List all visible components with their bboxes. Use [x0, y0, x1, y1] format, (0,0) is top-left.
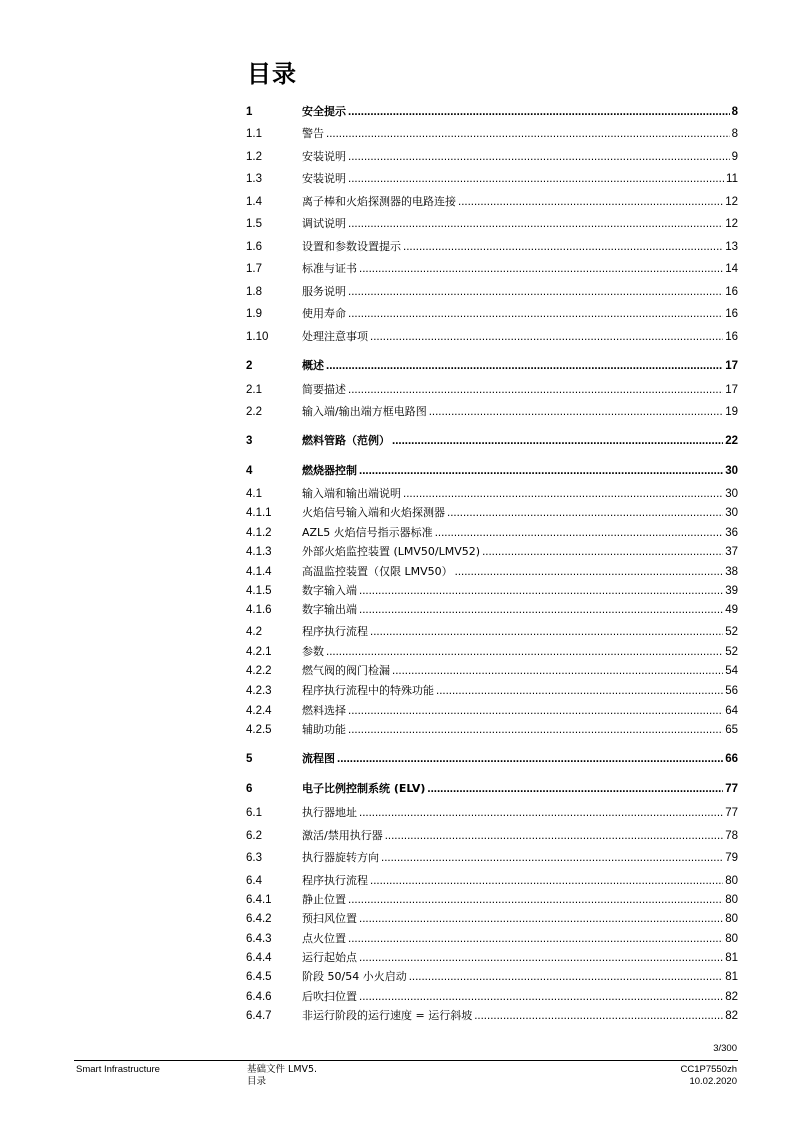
footer-section-name: 目录 — [247, 1076, 267, 1087]
toc-entry-page: 81 — [725, 952, 738, 964]
toc-entry-page: 8 — [731, 106, 738, 118]
toc-leader-dots — [348, 148, 730, 166]
toc-leader-dots — [447, 504, 723, 522]
toc-entry-page: 12 — [725, 218, 738, 230]
toc-leader-dots — [370, 623, 723, 641]
toc-entry[interactable] — [246, 103, 738, 121]
toc-leader-dots — [435, 524, 724, 542]
toc-entry[interactable] — [246, 849, 738, 867]
toc-entry-number: 4.1.4 — [246, 566, 272, 578]
toc-entry-title: 程序执行流程中的特殊功能 — [302, 684, 434, 697]
toc-leader-dots — [403, 238, 723, 256]
toc-entry[interactable] — [246, 524, 738, 542]
toc-entry[interactable] — [246, 148, 738, 166]
toc-entry-page: 11 — [726, 173, 738, 185]
footer-document — [247, 1064, 317, 1088]
toc-entry-title: 数字输入端 — [302, 584, 357, 597]
toc-entry-number: 4.2.1 — [246, 646, 272, 658]
toc-leader-dots — [359, 804, 723, 822]
toc-entry-number: 1.1 — [246, 128, 262, 140]
toc-entry-title: 输入端/输出端方框电路图 — [302, 405, 427, 418]
toc-entry-number: 4.2 — [246, 626, 262, 638]
footer-meta — [680, 1064, 737, 1088]
toc-entry-title: 服务说明 — [302, 285, 346, 298]
toc-leader-dots — [359, 910, 723, 928]
toc-entry-title: 数字输出端 — [302, 603, 357, 616]
toc-entry[interactable] — [246, 988, 738, 1006]
toc-entry[interactable] — [246, 1007, 738, 1025]
toc-entry-number: 4.1.3 — [246, 546, 272, 558]
toc-entry-number: 6.3 — [246, 852, 262, 864]
toc-entry-title: AZL5 火焰信号指示器标准 — [302, 526, 433, 539]
toc-entry-page: 22 — [725, 435, 738, 447]
toc-entry-title: 设置和参数设置提示 — [302, 240, 401, 253]
toc-entry-number: 1.5 — [246, 218, 262, 230]
toc-entry-page: 77 — [725, 807, 738, 819]
toc-entry[interactable] — [246, 563, 738, 581]
toc-entry[interactable] — [246, 702, 738, 720]
toc-entry-page: 49 — [725, 604, 738, 616]
toc-entry-number: 1.4 — [246, 196, 262, 208]
toc-entry[interactable] — [246, 891, 738, 909]
toc-entry-number: 1.3 — [246, 173, 262, 185]
toc-entry-page: 17 — [725, 360, 738, 372]
toc-entry-page: 37 — [725, 546, 738, 558]
toc-entry-number: 6.4.6 — [246, 991, 272, 1003]
toc-leader-dots — [337, 750, 723, 768]
toc-entry-title: 程序执行流程 — [302, 625, 368, 638]
toc-leader-dots — [348, 930, 723, 948]
toc-leader-dots — [455, 563, 724, 581]
toc-leader-dots — [348, 891, 723, 909]
toc-entry[interactable] — [246, 780, 738, 798]
toc-leader-dots — [348, 215, 723, 233]
toc-leader-dots — [326, 125, 730, 143]
toc-entry-number: 6.4.5 — [246, 971, 272, 983]
toc-entry-number: 1.6 — [246, 241, 262, 253]
toc-leader-dots — [359, 462, 723, 480]
toc-leader-dots — [381, 849, 723, 867]
toc-entry-page: 54 — [725, 665, 738, 677]
toc-entry-title: 后吹扫位置 — [302, 990, 357, 1003]
toc-entry-title: 阶段 50/54 小火启动 — [302, 970, 407, 983]
toc-entry-number: 6.4.2 — [246, 913, 272, 925]
toc-leader-dots — [348, 103, 730, 121]
toc-entry[interactable] — [246, 623, 738, 641]
toc-entry[interactable] — [246, 543, 738, 561]
toc-entry-title: 执行器地址 — [302, 806, 357, 819]
toc-leader-dots — [359, 260, 723, 278]
toc-leader-dots — [326, 357, 723, 375]
toc-entry[interactable] — [246, 328, 738, 346]
toc-entry-page: 77 — [725, 783, 738, 795]
toc-entry[interactable] — [246, 193, 738, 211]
toc-entry-number: 4.2.4 — [246, 705, 272, 717]
toc-entry[interactable] — [246, 682, 738, 700]
toc-entry-page: 13 — [725, 241, 738, 253]
toc-entry-title: 使用寿命 — [302, 307, 346, 320]
toc-entry-title: 概述 — [302, 359, 324, 372]
toc-entry-title: 安装说明 — [302, 172, 346, 185]
toc-entry-title: 静止位置 — [302, 893, 346, 906]
toc-entry-number: 4.1.1 — [246, 507, 272, 519]
toc-entry-title: 电子比例控制系统 (ELV) — [302, 782, 426, 795]
toc-entry[interactable] — [246, 403, 738, 421]
toc-leader-dots — [326, 643, 723, 661]
toc-leader-dots — [359, 988, 723, 1006]
toc-entry[interactable] — [246, 662, 738, 680]
toc-entry-page: 80 — [725, 894, 738, 906]
toc-leader-dots — [348, 283, 723, 301]
toc-entry-number: 6.2 — [246, 830, 262, 842]
toc-entry-page: 16 — [725, 286, 738, 298]
toc-entry[interactable] — [246, 381, 738, 399]
toc-leader-dots — [348, 381, 723, 399]
toc-entry[interactable] — [246, 238, 738, 256]
toc-leader-dots — [474, 1007, 723, 1025]
toc-entry-title: 警告 — [302, 127, 324, 140]
toc-entry[interactable] — [246, 643, 738, 661]
toc-entry-title: 标准与证书 — [302, 262, 357, 275]
toc-entry-title: 燃料选择 — [302, 704, 346, 717]
toc-entry-title: 流程图 — [302, 752, 335, 765]
toc-entry-number: 4.2.5 — [246, 724, 272, 736]
toc-entry-number: 1.7 — [246, 263, 262, 275]
toc-entry-number: 1.2 — [246, 151, 262, 163]
toc-entry-title: 离子棒和火焰探测器的电路连接 — [302, 195, 456, 208]
toc-leader-dots — [359, 949, 723, 967]
toc-entry-page: 78 — [725, 830, 738, 842]
toc-leader-dots — [403, 485, 723, 503]
toc-entry-number: 6.4.3 — [246, 933, 272, 945]
toc-entry-page: 36 — [725, 527, 738, 539]
toc-entry-title: 处理注意事项 — [302, 330, 368, 343]
toc-leader-dots — [436, 682, 723, 700]
toc-entry[interactable] — [246, 750, 738, 768]
toc-entry-page: 80 — [725, 933, 738, 945]
toc-entry-number: 1.10 — [246, 331, 269, 343]
toc-entry-page: 16 — [725, 308, 738, 320]
toc-entry[interactable] — [246, 827, 738, 845]
toc-entry-title: 燃气阀的阀门检漏 — [302, 664, 390, 677]
toc-entry-page: 80 — [725, 875, 738, 887]
footer-document-name: 基础文件 LMV5. — [247, 1064, 318, 1075]
toc-entry-title: 执行器旋转方向 — [302, 851, 379, 864]
toc-entry-title: 激活/禁用执行器 — [302, 829, 383, 842]
toc-entry-number: 4.1.2 — [246, 527, 272, 539]
toc-entry-number: 4.1.5 — [246, 585, 272, 597]
toc-entry-page: 52 — [725, 626, 738, 638]
toc-entry-page: 81 — [725, 971, 738, 983]
toc-entry-page: 9 — [731, 151, 738, 163]
toc-leader-dots — [359, 601, 723, 619]
toc-entry-page: 65 — [725, 724, 738, 736]
toc-entry-page: 66 — [725, 753, 738, 765]
toc-entry-title: 火焰信号输入端和火焰探测器 — [302, 506, 445, 519]
toc-entry-title: 简要描述 — [302, 383, 346, 396]
toc-leader-dots — [359, 582, 723, 600]
toc-entry-page: 30 — [725, 488, 738, 500]
toc-entry[interactable] — [246, 357, 738, 375]
toc-entry-number: 2.1 — [246, 384, 262, 396]
toc-entry-title: 点火位置 — [302, 932, 346, 945]
toc-entry-number: 6.1 — [246, 807, 262, 819]
footer-divider — [74, 1060, 738, 1061]
toc-entry-page: 30 — [725, 465, 738, 477]
toc-entry[interactable] — [246, 804, 738, 822]
toc-leader-dots — [348, 170, 724, 188]
toc-entry-number: 4 — [246, 465, 253, 477]
toc-entry-number: 4.2.3 — [246, 685, 272, 697]
toc-entry-title: 运行起始点 — [302, 951, 357, 964]
toc-entry-title: 燃烧器控制 — [302, 464, 357, 477]
toc-entry[interactable] — [246, 721, 738, 739]
footer-doc-id: CC1P7550zh — [680, 1064, 737, 1075]
toc-leader-dots — [392, 432, 723, 450]
toc-entry-number: 1 — [246, 106, 253, 118]
toc-entry-number: 6.4.4 — [246, 952, 272, 964]
toc-entry[interactable] — [246, 582, 738, 600]
toc-entry-title: 调试说明 — [302, 217, 346, 230]
toc-entry-page: 80 — [725, 913, 738, 925]
toc-entry-title: 高温监控装置（仅限 LMV50） — [302, 565, 453, 578]
toc-entry[interactable] — [246, 462, 738, 480]
toc-entry-title: 安全提示 — [302, 105, 346, 118]
toc-entry-number: 1.9 — [246, 308, 262, 320]
toc-entry-number: 1.8 — [246, 286, 262, 298]
toc-entry[interactable] — [246, 283, 738, 301]
toc-leader-dots — [348, 721, 723, 739]
toc-leader-dots — [385, 827, 723, 845]
toc-entry-title: 程序执行流程 — [302, 874, 368, 887]
toc-leader-dots — [409, 968, 724, 986]
toc-entry-page: 79 — [725, 852, 738, 864]
toc-entry[interactable] — [246, 215, 738, 233]
toc-leader-dots — [392, 662, 723, 680]
toc-entry-page: 82 — [725, 1010, 738, 1022]
toc-entry[interactable] — [246, 910, 738, 928]
toc-entry[interactable] — [246, 968, 738, 986]
toc-entry-page: 30 — [725, 507, 738, 519]
toc-entry-number: 2 — [246, 360, 253, 372]
toc-entry[interactable] — [246, 305, 738, 323]
toc-leader-dots — [429, 403, 723, 421]
toc-entry[interactable] — [246, 485, 738, 503]
toc-entry-page: 38 — [725, 566, 738, 578]
toc-entry-number: 3 — [246, 435, 253, 447]
toc-entry-title: 外部火焰监控装置 (LMV50/LMV52) — [302, 545, 481, 558]
toc-entry-number: 5 — [246, 753, 253, 765]
toc-entry-number: 4.2.2 — [246, 665, 272, 677]
toc-entry-number: 6 — [246, 783, 253, 795]
toc-entry[interactable] — [246, 930, 738, 948]
toc-entry-page: 14 — [725, 263, 738, 275]
toc-entry-number: 4.1.6 — [246, 604, 272, 616]
toc-entry-number: 2.2 — [246, 406, 262, 418]
toc-entry-number: 6.4.7 — [246, 1010, 272, 1022]
toc-entry-page: 8 — [731, 128, 738, 140]
toc-leader-dots — [370, 872, 723, 890]
toc-leader-dots — [482, 543, 723, 561]
toc-entry-page: 17 — [725, 384, 738, 396]
toc-leader-dots — [427, 780, 723, 798]
toc-entry-title: 参数 — [302, 645, 324, 658]
toc-entry-page: 39 — [725, 585, 738, 597]
toc-entry[interactable] — [246, 872, 738, 890]
toc-entry[interactable] — [246, 432, 738, 450]
toc-entry-page: 82 — [725, 991, 738, 1003]
footer-date: 10.02.2020 — [689, 1076, 737, 1087]
toc-entry[interactable] — [246, 125, 738, 143]
toc-entry[interactable] — [246, 949, 738, 967]
toc-entry-title: 燃料管路（范例） — [302, 434, 390, 447]
toc-leader-dots — [458, 193, 723, 211]
toc-entry[interactable] — [246, 170, 738, 188]
toc-entry-page: 12 — [725, 196, 738, 208]
toc-entry-title: 输入端和输出端说明 — [302, 487, 401, 500]
toc-entry-title: 辅助功能 — [302, 723, 346, 736]
toc-entry-number: 6.4 — [246, 875, 262, 887]
toc-entry-title: 预扫风位置 — [302, 912, 357, 925]
page-number: 3/300 — [713, 1043, 737, 1054]
toc-entry-page: 19 — [725, 406, 738, 418]
page-title: 目录 — [247, 60, 297, 88]
toc-entry[interactable] — [246, 504, 738, 522]
toc-leader-dots — [370, 328, 723, 346]
toc-entry[interactable] — [246, 601, 738, 619]
toc-entry-number: 4.1 — [246, 488, 262, 500]
toc-entry-title: 非运行阶段的运行速度 = 运行斜坡 — [302, 1009, 473, 1022]
toc-leader-dots — [348, 305, 723, 323]
toc-leader-dots — [348, 702, 723, 720]
toc-entry-page: 64 — [725, 705, 738, 717]
toc-entry-title: 安装说明 — [302, 150, 346, 163]
footer-company: Smart Infrastructure — [76, 1064, 160, 1075]
toc-entry-number: 6.4.1 — [246, 894, 272, 906]
toc-entry-page: 52 — [725, 646, 738, 658]
toc-entry[interactable] — [246, 260, 738, 278]
toc-entry-page: 56 — [725, 685, 738, 697]
toc-entry-page: 16 — [725, 331, 738, 343]
